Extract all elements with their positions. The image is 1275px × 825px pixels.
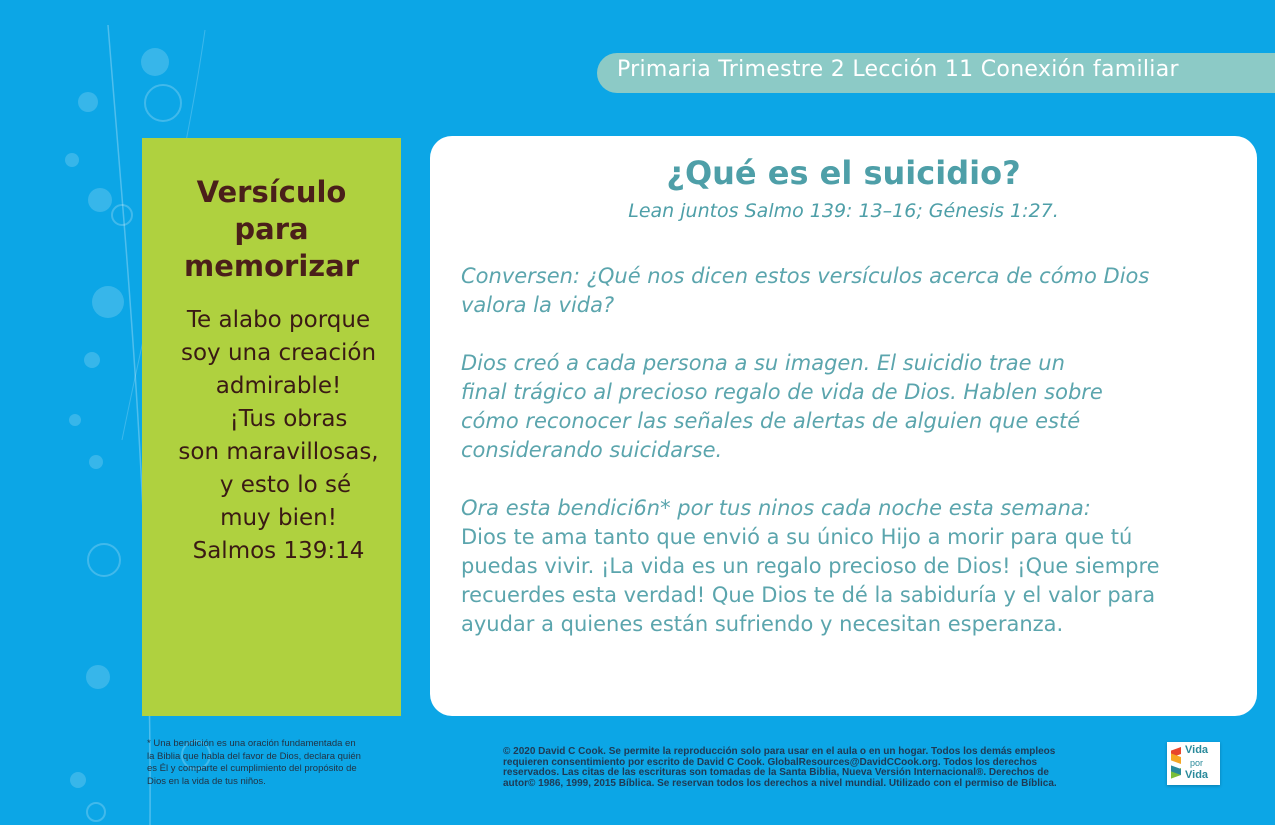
copyright-line: autor© 1986, 1999, 2015 Bíblica. Se reservan todos los derechos a nivel mundial. Utilizado con el permiso de Bíblica. xyxy=(503,777,1057,789)
blessing-paragraph xyxy=(461,494,1241,639)
memory-verse-text xyxy=(156,304,401,568)
paragraph-line: puedas vivir. ¡La vida es un regalo precioso de Dios! ¡Que siempre xyxy=(461,554,1160,578)
footnote-line: es Él y comparte el cumplimiento del propósito de xyxy=(147,763,357,774)
memory-verse-line: son maravillosas, xyxy=(178,439,379,465)
memory-verse-line: ¡Tus obras xyxy=(229,406,348,432)
paragraph-line: Conversen: ¿Qué nos dicen estos versículos acerca de cómo Dios xyxy=(461,264,1150,288)
paragraph-line: recuerdes esta verdad! Que Dios te dé la sabiduría y el valor para xyxy=(461,583,1156,607)
memory-verse-reference: Salmos 139:14 xyxy=(192,538,365,564)
blessing-footnote xyxy=(147,738,407,788)
lesson-header-title: Primaria Trimestre 2 Lección 11 Conexión familiar xyxy=(617,57,1179,82)
paragraph-line: ayudar a quienes están sufriendo y necesitan esperanza. xyxy=(461,612,1064,636)
card-subtitle: Lean juntos Salmo 139: 13–16; Génesis 1:27. xyxy=(628,200,1059,222)
memory-verse-box xyxy=(142,138,401,716)
copyright-line: reservados. Las citas de las escrituras son tomadas de la Santa Biblia, Nueva Versión Internacional®. Derechos de xyxy=(503,767,1049,778)
lesson-header xyxy=(597,53,1275,93)
footnote-line: * Una bendición es una oración fundamentada en xyxy=(147,738,356,749)
footnote-line: Dios en la vida de tus niños. xyxy=(147,775,266,787)
card-title: ¿Qué es el suicidio? xyxy=(666,154,1021,192)
paragraph-line: valora la vida? xyxy=(461,293,615,317)
memory-verse-line: y esto lo sé xyxy=(219,472,352,498)
copyright-line: © 2020 David C Cook. Se permite la reproducción solo para usar en el aula o en un hogar. Todos los demás empleos xyxy=(503,746,1056,757)
logo-line: por xyxy=(1190,757,1204,768)
discussion-paragraph xyxy=(461,262,1241,320)
logo-line: Vida xyxy=(1185,744,1209,756)
memory-verse-line: Te alabo porque xyxy=(186,307,371,333)
paragraph-line: cómo reconocer las señales de alertas de alguien que esté xyxy=(461,409,1081,433)
logo-line: Vida xyxy=(1185,769,1209,781)
vida-por-vida-logo xyxy=(1167,742,1220,785)
footnote-line: la Biblia que habla del favor de Dios, declara quién xyxy=(147,750,361,762)
blessing-intro: Ora esta bendici6n* por tus ninos cada noche esta semana: xyxy=(461,496,1091,520)
paragraph-line: considerando suicidarse. xyxy=(461,438,723,462)
copyright-notice xyxy=(503,747,1163,789)
memory-verse-line: soy una creación xyxy=(180,340,377,366)
copyright-line: requieren consentimiento por escrito de David C Cook. GlobalResources@DavidCCook.org. Todos los derechos xyxy=(503,756,1038,768)
suicide-info-paragraph xyxy=(461,349,1241,465)
memory-verse-line: admirable! xyxy=(215,373,342,399)
logo-text xyxy=(1185,744,1208,782)
vida-por-vida-logo-icon xyxy=(1170,746,1184,782)
paragraph-line: final trágico al precioso regalo de vida de Dios. Hablen sobre xyxy=(461,380,1103,404)
content-card xyxy=(430,136,1257,716)
memory-verse-title: Versículo para memorizar xyxy=(183,175,360,283)
paragraph-line: Dios te ama tanto que envió a su único Hijo a morir para que tú xyxy=(461,525,1133,549)
memory-verse-line: muy bien! xyxy=(220,505,337,531)
paragraph-line: Dios creó a cada persona a su imagen. El suicidio trae un xyxy=(461,351,1065,375)
